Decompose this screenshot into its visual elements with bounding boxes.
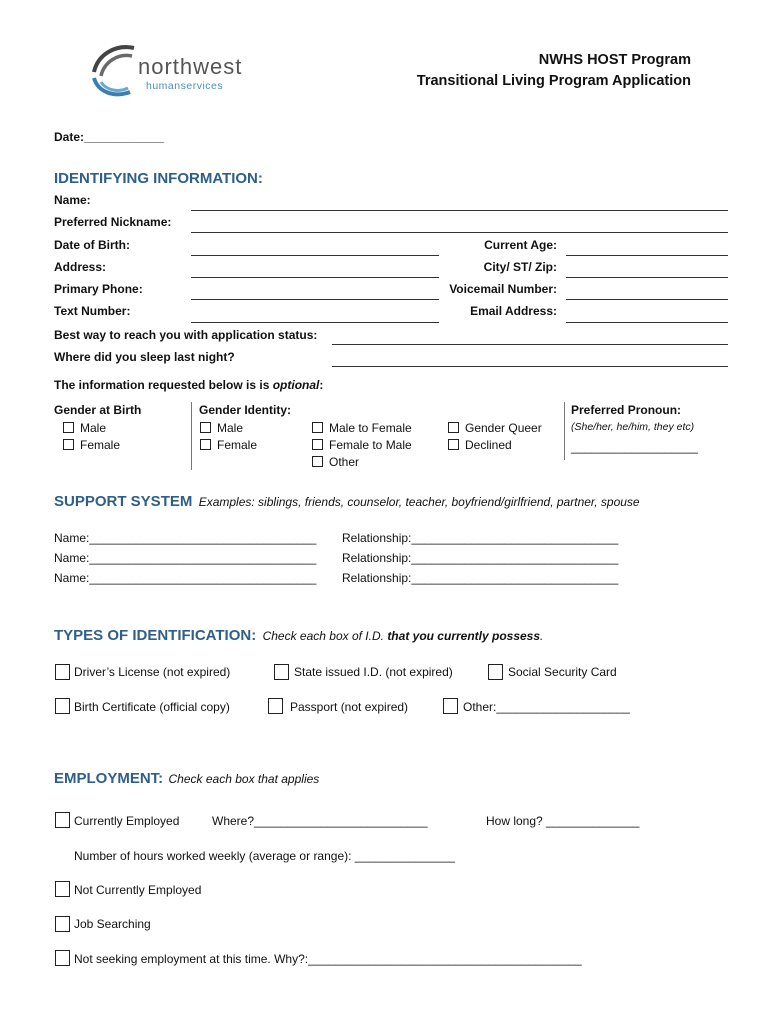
voicemail-line[interactable] [566, 299, 728, 300]
email-line[interactable] [566, 322, 728, 323]
pronoun-divider [564, 402, 565, 460]
job-searching-label: Job Searching [74, 917, 151, 931]
not-seeking-checkbox[interactable] [55, 950, 70, 966]
nickname-label: Preferred Nickname: [54, 215, 172, 229]
gender-birth-male[interactable]: Male [63, 421, 106, 435]
id-other-checkbox[interactable] [443, 698, 458, 714]
name-line[interactable] [191, 210, 728, 211]
checkbox-icon [448, 439, 459, 450]
id-birth-cert-label: Birth Certificate (official copy) [74, 700, 230, 714]
id-drivers-license-checkbox[interactable] [55, 664, 70, 680]
support-row-2-rel[interactable]: Relationship:_______________________________ [342, 551, 619, 565]
gender-birth-female[interactable]: Female [63, 438, 120, 452]
pronoun-hint: (She/her, he/him, they etc) [571, 421, 695, 433]
text-number-label: Text Number: [54, 304, 131, 318]
dob-label: Date of Birth: [54, 238, 130, 252]
checkbox-icon [63, 422, 74, 433]
id-other-label[interactable]: Other:____________________ [463, 700, 630, 714]
pronoun-label: Preferred Pronoun: [571, 403, 682, 417]
employed-label: Currently Employed [74, 814, 180, 828]
best-way-line[interactable] [332, 344, 728, 345]
identity-other[interactable]: Other [312, 455, 359, 469]
support-row-3-rel[interactable]: Relationship:_______________________________ [342, 571, 619, 585]
identifying-heading: IDENTIFYING INFORMATION: [54, 170, 263, 187]
support-examples: Examples: siblings, friends, counselor, teacher, boyfriend/girlfriend, partner, spouse [198, 495, 640, 509]
identity-female[interactable]: Female [200, 438, 257, 452]
date-field[interactable]: Date:____________ [54, 130, 165, 144]
age-label: Current Age: [484, 238, 557, 252]
checkbox-icon [200, 439, 211, 450]
identity-declined[interactable]: Declined [448, 438, 512, 452]
employed-where[interactable]: Where?__________________________ [212, 814, 428, 828]
support-row-1-name[interactable]: Name:__________________________________ [54, 531, 317, 545]
employment-heading: EMPLOYMENT: [54, 770, 164, 787]
gender-birth-label: Gender at Birth [54, 403, 142, 417]
identification-instr: Check each box of I.D. that you currently possess. [262, 629, 544, 643]
id-birth-cert-checkbox[interactable] [55, 698, 70, 714]
identification-heading-row [54, 627, 543, 644]
email-label: Email Address: [470, 304, 557, 318]
gender-identity-label: Gender Identity: [199, 403, 292, 417]
city-label: City/ ST/ Zip: [483, 260, 557, 274]
job-searching-checkbox[interactable] [55, 916, 70, 932]
not-seeking-label[interactable]: Not seeking employment at this time. Why?:_________________________________________ [74, 952, 582, 966]
support-row-3-name[interactable]: Name:__________________________________ [54, 571, 317, 585]
pronoun-blank[interactable]: ___________________ [571, 440, 698, 454]
not-employed-checkbox[interactable] [55, 881, 70, 897]
id-ssn-card-label: Social Security Card [508, 665, 617, 679]
hours-field[interactable]: Number of hours worked weekly (average or range): _______________ [74, 849, 455, 863]
support-row-1-rel[interactable]: Relationship:_______________________________ [342, 531, 619, 545]
address-label: Address: [54, 260, 107, 274]
best-way-label: Best way to reach you with application status: [54, 328, 318, 342]
identity-queer[interactable]: Gender Queer [448, 421, 542, 435]
logo-sub: humanservices [146, 80, 224, 92]
checkbox-icon [312, 439, 323, 450]
dob-line[interactable] [191, 255, 439, 256]
phone-line[interactable] [191, 299, 439, 300]
logo [88, 40, 258, 100]
employed-checkbox[interactable] [55, 812, 70, 828]
support-heading: SUPPORT SYSTEM [54, 493, 193, 510]
id-passport-label: Passport (not expired) [290, 700, 409, 714]
age-line[interactable] [566, 255, 728, 256]
voicemail-label: Voicemail Number: [449, 282, 557, 296]
optional-note: The information requested below is is optional: [54, 378, 324, 392]
slept-line[interactable] [332, 366, 728, 367]
checkbox-icon [312, 422, 323, 433]
support-heading-row [54, 493, 640, 510]
id-passport-checkbox[interactable] [268, 698, 283, 714]
program-title: NWHS HOST Program [538, 52, 691, 68]
id-drivers-license-label: Driver’s License (not expired) [74, 665, 231, 679]
employment-instr: Check each box that applies [168, 772, 320, 786]
identity-mtf[interactable]: Male to Female [312, 421, 412, 435]
text-number-line[interactable] [191, 322, 439, 323]
identity-ftm[interactable]: Female to Male [312, 438, 412, 452]
phone-label: Primary Phone: [54, 282, 143, 296]
checkbox-icon [200, 422, 211, 433]
address-line[interactable] [191, 277, 439, 278]
slept-label: Where did you sleep last night? [54, 350, 235, 364]
checkbox-icon [312, 456, 323, 467]
checkbox-icon [448, 422, 459, 433]
support-row-2-name[interactable]: Name:__________________________________ [54, 551, 317, 565]
identification-heading: TYPES OF IDENTIFICATION: [54, 627, 257, 644]
page-title [417, 50, 691, 92]
city-line[interactable] [566, 277, 728, 278]
employment-heading-row [54, 770, 319, 787]
nickname-line[interactable] [191, 232, 728, 233]
gender-divider [191, 402, 192, 470]
identity-male[interactable]: Male [200, 421, 243, 435]
logo-word: northwest [138, 54, 243, 79]
id-ssn-card-checkbox[interactable] [488, 664, 503, 680]
application-title: Transitional Living Program Application [416, 73, 691, 89]
employed-how-long[interactable]: How long? ______________ [486, 814, 640, 828]
name-label: Name: [54, 193, 91, 207]
id-state-id-checkbox[interactable] [274, 664, 289, 680]
checkbox-icon [63, 439, 74, 450]
not-employed-label: Not Currently Employed [74, 883, 202, 897]
id-state-id-label: State issued I.D. (not expired) [294, 665, 453, 679]
